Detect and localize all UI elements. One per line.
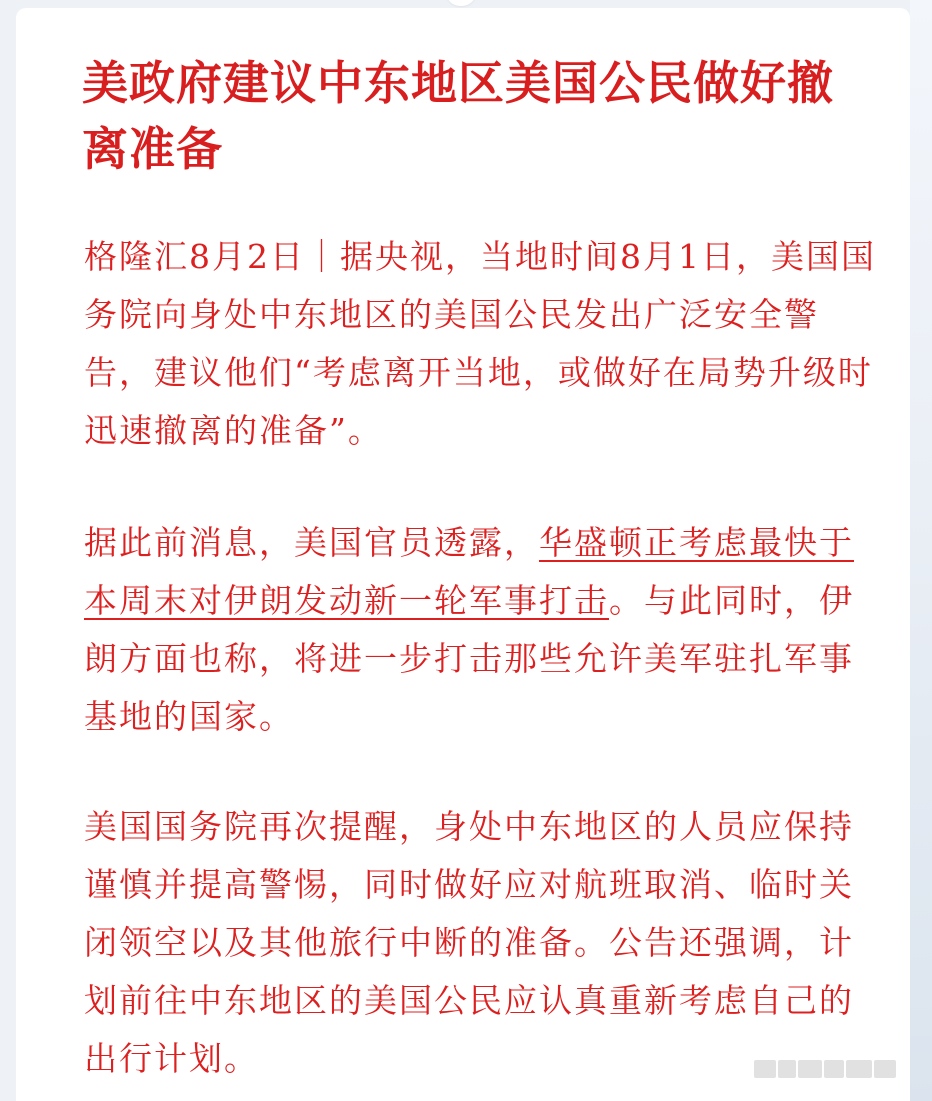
watermark-block [824, 1060, 844, 1078]
paragraph-2 [84, 514, 884, 746]
watermark-block [778, 1060, 796, 1078]
top-notch [446, 0, 476, 6]
watermark-block [798, 1060, 822, 1078]
watermark-block [754, 1060, 776, 1078]
right-edge-bar [910, 0, 932, 1101]
underlined-highlight: 华盛顿正考虑最快于本周末对伊朗发动新一轮军事打击 [84, 523, 854, 620]
blurred-watermark [754, 1057, 914, 1081]
article-card [16, 8, 910, 1101]
paragraph-3: 美国国务院再次提醒，身处中东地区的人员应保持谨慎并提高警惕，同时做好应对航班取消、临时关闭领空以及其他旅行中断的准备。公告还强调，计划前往中东地区的美国公民应认真重新考虑自己的出行计划。 [84, 807, 854, 1078]
paragraph-1: 格隆汇8月2日｜据央视，当地时间8月1日，美国国务院向身处中东地区的美国公民发出广泛安全警告，建议他们“考虑离开当地，或做好在局势升级时迅速撤离的准备”。 [84, 237, 876, 450]
watermark-block [846, 1060, 872, 1078]
paragraph-2-tail: 。与此同时，伊朗方面也称，将进一步打击那些允许美军驻扎军事基地的国家。 [84, 581, 854, 736]
article-title: 美政府建议中东地区美国公民做好撤离准备 [82, 56, 834, 176]
watermark-block [874, 1060, 896, 1078]
paragraph-2-lead: 据此前消息，美国官员透露， [84, 523, 539, 562]
